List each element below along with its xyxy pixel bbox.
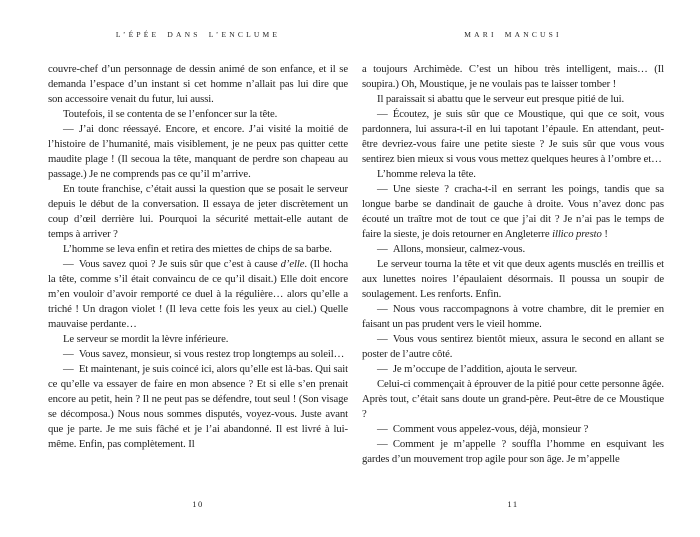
paragraph: L’homme se leva enfin et retira des miettes de chips de sa barbe. [63, 243, 332, 255]
paragraph: Le serveur tourna la tête et vit que deux agents musclés en treillis et aux lunettes noires l’épaulaient désormais. Il poussa un soupir de soulagement. Les renforts. Enfin. [362, 258, 664, 300]
right-page-text-block [362, 62, 664, 467]
running-head-book-title: L’ÉPÉE DANS L’ENCLUME [115, 30, 281, 39]
paragraph: Le serveur se mordit la lèvre inférieure. [63, 333, 229, 345]
running-head-author: MARI MANCUSI [464, 30, 562, 39]
italic-word: d’elle [280, 258, 305, 270]
left-page [48, 0, 348, 537]
paragraph: — J’ai donc réessayé. Encore, et encore. J’ai visité la moitié de l’histoire de l’humanité, mais visiblement, je ne peux pas quitter cette maudite plage ! (Il secoua la tête, manquant de perdre son chapeau au passage.) Je ne comprends pas ce qu’il m’arrive. [48, 123, 348, 180]
paragraph: L’homme releva la tête. [377, 168, 476, 180]
paragraph: — Comment je m’appelle ? souffla l’homme en esquivant les gardes d’un mouvement trop agile pour son âge. Je m’appelle [362, 438, 664, 465]
right-page [362, 0, 664, 537]
paragraph: — Et maintenant, je suis coincé ici, alors qu’elle est là-bas. Qui sait ce qu’elle va essayer de faire en mon absence ? Et si elle s’en prenait encore au petit, hein ? Il ne peut pas se défendre, tout seul ! (Son visage se décomposa.) Nous nous sommes disputés, voyez-vous. Juste avant que je parte. Je me suis fâché et je l’ai abandonné. Il est livré à lui-même. Enfin, pas complètement. Il [48, 363, 348, 450]
paragraph: Il paraissait si abattu que le serveur eut presque pitié de lui. [377, 93, 625, 105]
paragraph-segment: — Une sieste ? cracha-t-il en serrant les poings, tandis que sa longue barbe se dandinait de gauche à droite. Vous n’avez donc pas écouté un traître mot de tout ce que j’ai dit ? Je n’ai pas le temps de faire la sieste, je dois retourner en Angleterre [362, 183, 664, 240]
paragraph: Toutefois, il se contenta de se l’enfoncer sur la tête. [63, 108, 278, 120]
page-number: 11 [507, 499, 519, 509]
paragraph: — Allons, monsieur, calmez-vous. [377, 243, 526, 255]
paragraph: a toujours Archimède. C’est un hibou très intelligent, mais… (Il soupira.) Oh, Moustique, je ne voulais pas te laisser tomber ! [362, 63, 664, 90]
paragraph-segment: . (Il hocha la tête, comme s’il était convaincu de ce qu’il disait.) Elle doit encore m’en vouloir d’avoir remporté ce duel à la régulière… alors qu’elle a triché ! Un dragon violet ! (Il leva cette fois les yeux au ciel.) Quelle mauvaise perdante… [48, 258, 348, 330]
paragraph: — Nous vous raccompagnons à votre chambre, dit le premier en faisant un pas prudent vers le vieil homme. [362, 303, 664, 330]
paragraph [362, 182, 664, 242]
paragraph: — Je m’occupe de l’addition, ajouta le serveur. [377, 363, 578, 375]
paragraph [48, 257, 348, 332]
paragraph: couvre-chef d’un personnage de dessin animé de son enfance, et il se demanda l’espace d’un instant si cet homme n’allait pas lui dire que son accessoire venait du futur, lui aussi. [48, 63, 348, 105]
paragraph-segment: ! [601, 228, 608, 240]
paragraph: Celui-ci commençait à éprouver de la pitié pour cette personne âgée. Après tout, c’était sans doute un grand-père. Peut-être de ce Moustique ? [362, 378, 664, 420]
left-page-text-block [48, 62, 348, 452]
paragraph: — Vous vous sentirez bientôt mieux, assura le second en allant se poster de l’autre côté. [362, 333, 664, 360]
italic-phrase: illico presto [552, 228, 602, 240]
paragraph: — Écoutez, je suis sûr que ce Moustique, qui que ce soit, vous pardonnera, lui assura-t-il en lui tapotant l’épaule. En attendant, peut-être devriez-vous faire une petite sieste ? Je suis sûr que vous vous sentirez bien mieux si vous vous mettez quelques heures à l’ombre et… [362, 108, 664, 165]
page-number: 10 [192, 499, 204, 509]
paragraph: — Comment vous appelez-vous, déjà, monsieur ? [377, 423, 589, 435]
paragraph: En toute franchise, c’était aussi la question que se posait le serveur depuis le début de la conversation. Il essaya de jeter discrètement un coup d’œil derrière lui. Pourquoi la sécurité mettait-elle autant de temps à arriver ? [48, 183, 348, 240]
paragraph-segment: — Vous savez quoi ? Je suis sûr que c’est à cause [63, 258, 281, 270]
paragraph: — Vous savez, monsieur, si vous restez trop longtemps au soleil… [63, 348, 345, 360]
